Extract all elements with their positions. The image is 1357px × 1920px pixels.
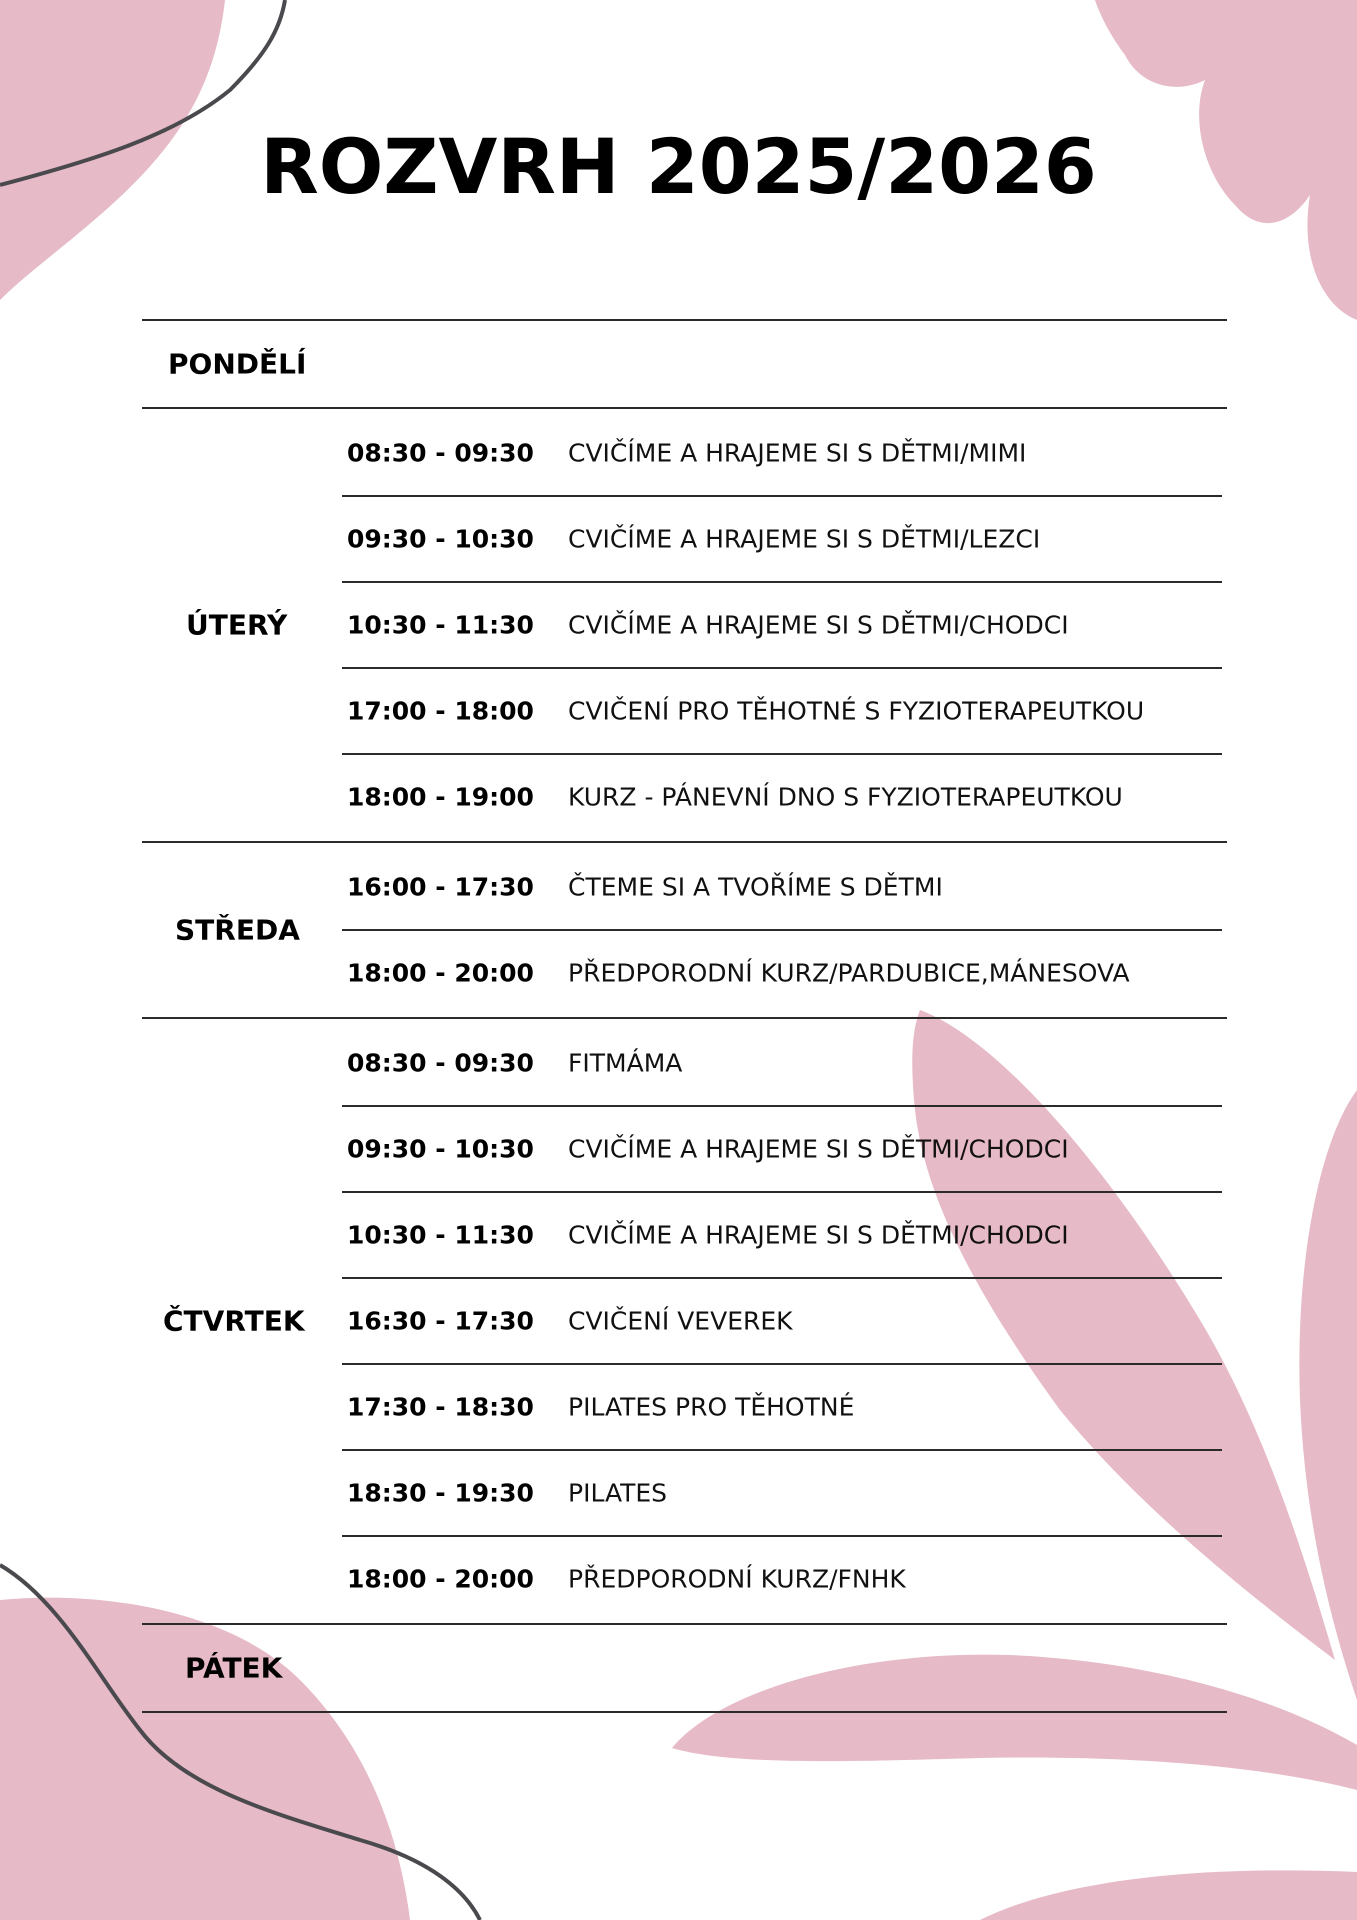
- session-time: 16:00 - 17:30: [347, 872, 534, 902]
- session-activity: ČTEME SI A TVOŘÍME S DĚTMI: [568, 872, 943, 902]
- session-time: 17:00 - 18:00: [347, 696, 534, 726]
- session-time: 10:30 - 11:30: [347, 1220, 534, 1250]
- session-time: 18:30 - 19:30: [347, 1478, 534, 1508]
- day-label: STŘEDA: [175, 913, 300, 947]
- session-activity: KURZ - PÁNEVNÍ DNO S FYZIOTERAPEUTKOU: [568, 782, 1123, 812]
- session-time: 10:30 - 11:30: [347, 610, 534, 640]
- day-divider: [142, 1623, 1227, 1625]
- session-activity: PILATES PRO TĚHOTNÉ: [568, 1392, 855, 1422]
- session-activity: PŘEDPORODNÍ KURZ/PARDUBICE,MÁNESOVA: [568, 958, 1130, 988]
- day-label: PÁTEK: [185, 1651, 283, 1685]
- session-divider: [342, 1535, 1222, 1537]
- day-divider: [142, 1711, 1227, 1713]
- session-time: 09:30 - 10:30: [347, 1134, 534, 1164]
- session-time: 18:00 - 19:00: [347, 782, 534, 812]
- session-divider: [342, 1449, 1222, 1451]
- session-divider: [342, 753, 1222, 755]
- session-divider: [342, 1363, 1222, 1365]
- session-activity: CVIČÍME A HRAJEME SI S DĚTMI/CHODCI: [568, 1220, 1069, 1250]
- session-activity: CVIČÍME A HRAJEME SI S DĚTMI/CHODCI: [568, 1134, 1069, 1164]
- session-divider: [342, 667, 1222, 669]
- session-divider: [342, 1191, 1222, 1193]
- day-label: ČTVRTEK: [163, 1304, 305, 1338]
- session-time: 16:30 - 17:30: [347, 1306, 534, 1336]
- session-activity: PŘEDPORODNÍ KURZ/FNHK: [568, 1564, 906, 1594]
- page-title: ROZVRH 2025/2026: [260, 122, 1097, 211]
- session-activity: CVIČÍME A HRAJEME SI S DĚTMI/MIMI: [568, 438, 1027, 468]
- session-divider: [342, 1105, 1222, 1107]
- session-divider: [342, 1277, 1222, 1279]
- day-label: ÚTERÝ: [186, 608, 288, 642]
- session-activity: CVIČENÍ PRO TĚHOTNÉ S FYZIOTERAPEUTKOU: [568, 696, 1145, 726]
- session-activity: FITMÁMA: [568, 1048, 683, 1078]
- day-label: PONDĚLÍ: [168, 347, 307, 381]
- session-time: 08:30 - 09:30: [347, 438, 534, 468]
- day-divider: [142, 407, 1227, 409]
- session-activity: CVIČÍME A HRAJEME SI S DĚTMI/CHODCI: [568, 610, 1069, 640]
- session-activity: PILATES: [568, 1478, 668, 1508]
- table-top-border: [142, 319, 1227, 321]
- session-divider: [342, 495, 1222, 497]
- session-activity: CVIČÍME A HRAJEME SI S DĚTMI/LEZCI: [568, 524, 1041, 554]
- session-time: 09:30 - 10:30: [347, 524, 534, 554]
- session-time: 18:00 - 20:00: [347, 1564, 534, 1594]
- session-time: 17:30 - 18:30: [347, 1392, 534, 1422]
- session-divider: [342, 581, 1222, 583]
- session-divider: [342, 929, 1222, 931]
- day-divider: [142, 841, 1227, 843]
- session-activity: CVIČENÍ VEVEREK: [568, 1306, 793, 1336]
- day-divider: [142, 1017, 1227, 1019]
- session-time: 08:30 - 09:30: [347, 1048, 534, 1078]
- session-time: 18:00 - 20:00: [347, 958, 534, 988]
